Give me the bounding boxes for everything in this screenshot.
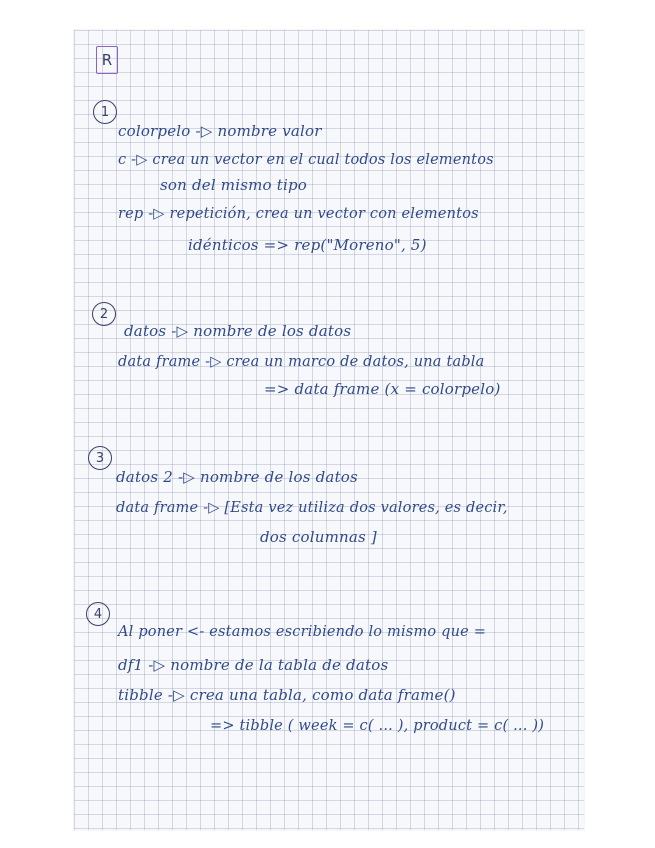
section-number-3 [88, 446, 112, 470]
topic-label [96, 46, 118, 74]
note-line: df1 -▷ nombre de la tabla de datos [118, 656, 389, 674]
note-line: datos -▷ nombre de los datos [124, 322, 352, 340]
section-number-1 [93, 100, 117, 124]
section-number-2 [92, 302, 116, 326]
note-line: colorpelo -▷ nombre valor [118, 122, 322, 140]
note-line: dos columnas ] [260, 528, 377, 546]
note-line: Al poner <- estamos escribiendo lo mismo que = [118, 624, 487, 640]
notebook-page [74, 30, 584, 830]
section-number-2-text: 2 [99, 306, 109, 322]
note-line: => data frame (x = colorpelo) [264, 380, 501, 398]
note-line: => tibble ( week = c( ... ), product = c( ... )) [210, 718, 545, 734]
note-line: tibble -▷ crea una tabla, como data frame() [118, 686, 456, 704]
section-number-4-text: 4 [93, 606, 103, 622]
topic-letter: R [101, 51, 113, 69]
note-line: son del mismo tipo [160, 176, 308, 194]
note-line: c -▷ crea un vector en el cual todos los elementos [118, 152, 494, 168]
note-line: data frame -▷ crea un marco de datos, una tabla [118, 354, 485, 370]
section-number-3-text: 3 [95, 450, 105, 466]
note-line: idénticos => rep("Moreno", 5) [188, 236, 427, 254]
note-line: data frame -▷ [Esta vez utiliza dos valores, es decir, [116, 500, 508, 516]
note-line: rep -▷ repetición, crea un vector con elementos [118, 206, 479, 222]
section-number-4 [86, 602, 110, 626]
note-line: datos 2 -▷ nombre de los datos [116, 468, 358, 486]
section-number-1-text: 1 [100, 104, 110, 120]
